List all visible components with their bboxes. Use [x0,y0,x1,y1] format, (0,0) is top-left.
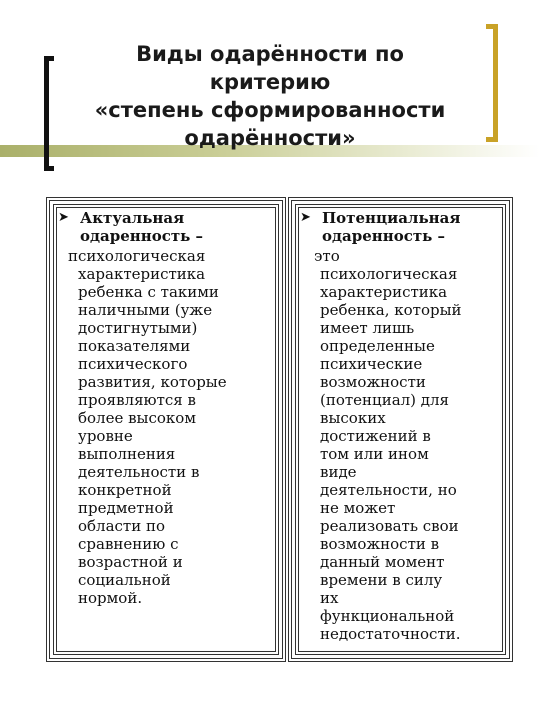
definition-line: деятельности, но [320,481,457,499]
definition-line: более высоком [78,409,197,427]
definition-line: социальной [78,571,171,589]
definition-line: (потенциал) для [320,391,450,409]
box-content [56,209,276,607]
definition-line: психологическая [68,247,206,265]
definition-line: недостаточности. [320,625,461,643]
definition-line: развития, которые [78,373,227,391]
definition-line: возрастной и [78,553,183,571]
definition-line: возможности в [320,535,440,553]
heading-line: Потенциальная [322,209,461,227]
potential-giftedness-box [288,197,513,662]
box-content [298,209,503,643]
definition-line: нормой. [78,589,143,607]
arrow-bullet-icon: ➤ [300,210,311,225]
definition-line: имеет лишь [320,319,415,337]
definition-line: высоких [320,409,386,427]
definition-line: их [320,589,339,607]
definition-line: виде [320,463,357,481]
definition-line: деятельности в [78,463,200,481]
definition-line: конкретной [78,481,172,499]
bullet-heading [298,209,503,245]
definition-line: показателями [78,337,191,355]
left-bracket-decoration [44,56,54,171]
right-bracket-decoration [486,24,498,142]
definition-line: достигнутыми) [78,319,198,337]
definition-line: времени в силу [320,571,443,589]
heading-line: Актуальная [80,209,185,227]
arrow-bullet-icon: ➤ [58,210,69,225]
definition-line: ребенка с такими [78,283,219,301]
slide-title [60,40,480,152]
bullet-heading [56,209,276,245]
title-line: критерию [209,70,331,94]
definition-line: характеристика [78,265,206,283]
actual-giftedness-box [46,197,286,662]
definition-line: достижений в [320,427,431,445]
definition-line: не может [320,499,396,517]
definition-line: сравнению с [78,535,179,553]
heading-text [80,209,276,245]
heading-line: одаренность – [80,227,204,245]
definition-line: психические [320,355,423,373]
title-line: «степень сформированности [94,98,446,122]
definition-line: это [314,247,340,265]
definition-line: возможности [320,373,426,391]
definition-line: уровне [78,427,133,445]
title-line: одарённости» [184,126,356,150]
definition-line: реализовать свои [320,517,459,535]
definition-line: выполнения [78,445,176,463]
definition-line: психологическая [320,265,458,283]
definition-line: функциональной [320,607,455,625]
definition-text [298,247,503,643]
heading-text [322,209,503,245]
definition-line: проявляются в [78,391,196,409]
definition-line: ребенка, который [320,301,462,319]
heading-line: одаренность – [322,227,446,245]
definition-line: характеристика [320,283,448,301]
definition-line: предметной [78,499,174,517]
definition-line: том или ином [320,445,429,463]
title-line: Виды одарённости по [136,42,404,66]
definition-line: определенные [320,337,435,355]
definition-line: психического [78,355,188,373]
definition-line: наличными (уже [78,301,213,319]
definition-line: данный момент [320,553,445,571]
definition-text [56,247,276,607]
definition-line: области по [78,517,166,535]
